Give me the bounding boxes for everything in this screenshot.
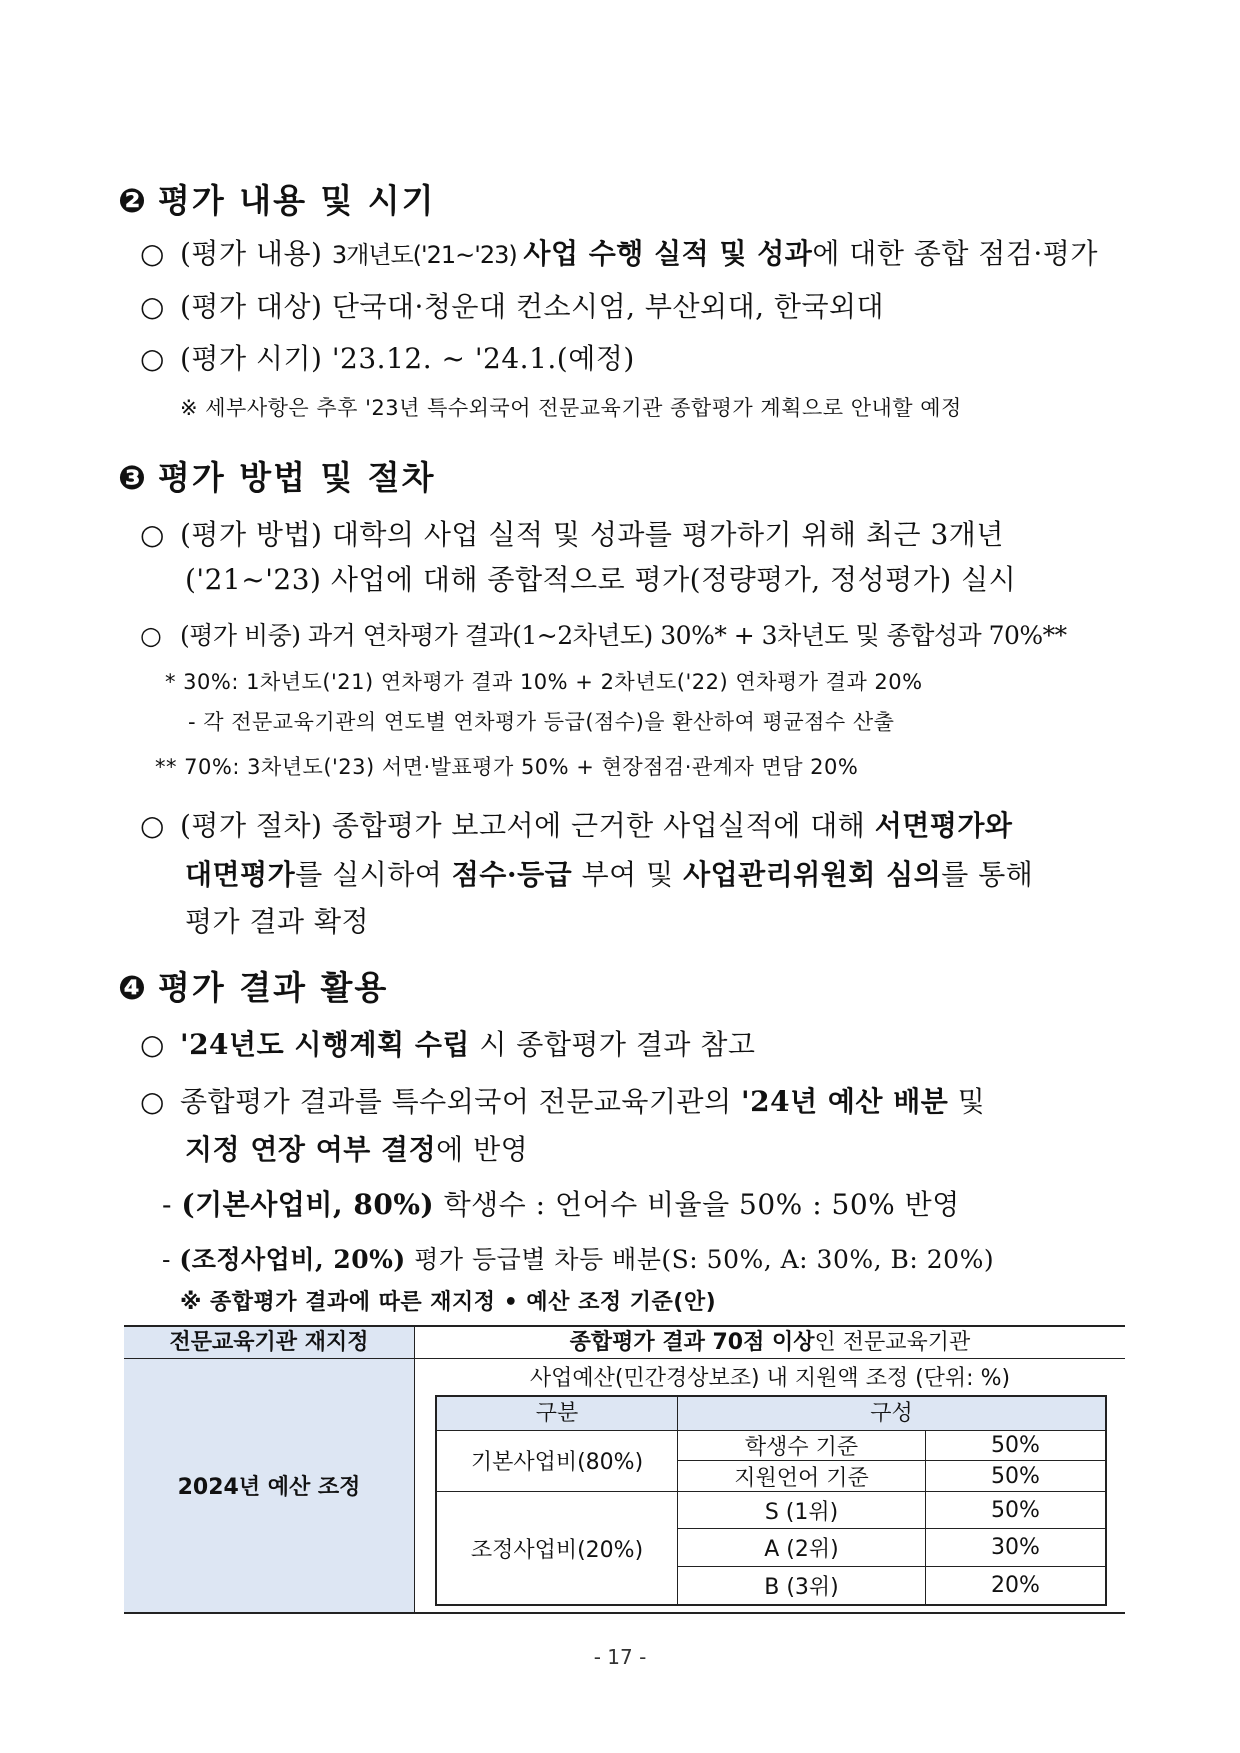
base-row-value: 50% [991,1432,1040,1458]
section-number: ❷ [118,181,148,220]
inner-header [437,1397,1105,1431]
adj-budget-label: 조정사업비(20%) [470,1537,644,1563]
eval-procedure-line-2: 대면평가를 실시하여 점수·등급 부여 및 사업관리위원회 심의를 통해 [185,858,1034,891]
section-title: 평가 방법 및 절차 [157,458,436,497]
result-use-line-2b: 지정 연장 여부 결정에 반영 [185,1133,529,1166]
section-3-heading [118,452,436,499]
weight-note-1: * 30%: 1차년도('21) 연차평가 결과 10% + 2차년도('22) 연차평가 결과 20% [165,670,923,694]
section-number: ❸ [118,458,148,497]
section-4-heading [118,962,388,1009]
table-header-left: 전문교육기관 재지정 [124,1327,415,1358]
budget-table [124,1325,1125,1614]
base-budget-label: 기본사업비(80%) [470,1450,644,1475]
table-subtitle: 사업예산(민간경상보조) 내 지원액 조정 (단위: %) [529,1366,1011,1391]
table-header-right: 종합평가 결과 70점 이상인 전문교육기관 [569,1330,971,1355]
adj-budget-line: - (조정사업비, 20%) 평가 등급별 차등 배분(S: 50%, A: 30%, B: 20%) [162,1245,995,1274]
table-left-label: 2024년 예산 조정 [124,1359,415,1612]
weight-note-1-sub: - 각 전문교육기관의 연도별 연차평가 등급(점수)을 환산하여 평균점수 산출 [188,710,895,734]
page-number: - 17 - [593,1645,647,1669]
adj-row-name: A (2위) [764,1537,839,1562]
table-header [124,1327,1125,1359]
eval-method-line: ○ (평가 방법) 대학의 사업 실적 및 성과를 평가하기 위해 최근 3개년 [140,518,1004,551]
eval-procedure-line-3: 평가 결과 확정 [185,905,370,938]
adj-row-value: 50% [991,1497,1040,1523]
adj-row-value: 20% [991,1573,1040,1598]
table-caption: ※ 종합평가 결과에 따른 재지정 • 예산 조정 기준(안) [180,1290,717,1315]
section-number: ❹ [118,968,148,1007]
inner-header-category: 구분 [535,1401,579,1426]
eval-target-line: ○ (평가 대상) 단국대·청운대 컨소시엄, 부산외대, 한국외대 [140,290,885,323]
adj-row-value: 30% [991,1535,1040,1560]
eval-content-line: ○ (평가 내용) 3개년도('21~'23) 사업 수행 실적 및 성과에 대한 종합 점검·평가 [140,237,1098,270]
eval-procedure-line: ○ (평가 절차) 종합평가 보고서에 근거한 사업실적에 대해 서면평가와 [140,809,1013,842]
base-row-name: 지원언어 기준 [734,1465,869,1491]
weight-note-2: ** 70%: 3차년도('23) 서면·발표평가 50% + 현장점검·관계자 면담 20% [155,755,859,779]
eval-method-line-2: ('21~'23) 사업에 대해 종합적으로 평가(정량평가, 정성평가) 실시 [185,563,1017,596]
section-title: 평가 결과 활용 [157,968,389,1007]
inner-header-composition: 구성 [870,1401,913,1426]
adj-row-name: S (1위) [764,1499,839,1525]
base-row-name: 학생수 기준 [744,1434,859,1460]
adj-row-name: B (3위) [764,1575,839,1600]
base-budget-line: - (기본사업비, 80%) 학생수 : 언어수 비율을 50% : 50% 반영 [162,1188,960,1221]
eval-weight-line: ○ (평가 비중) 과거 연차평가 결과(1~2차년도) 30%* + 3차년도 및 종합성과 70%** [140,621,1067,650]
result-use-line-2: ○ 종합평가 결과를 특수외국어 전문교육기관의 '24년 예산 배분 및 [140,1085,986,1118]
inner-table [435,1395,1107,1606]
section-title: 평가 내용 및 시기 [157,181,436,220]
result-use-line-1: ○ '24년도 시행계획 수립 시 종합평가 결과 참고 [140,1028,756,1061]
section-2-heading [118,175,436,222]
base-row-value: 50% [991,1463,1040,1489]
section-2-note: ※ 세부사항은 추후 '23년 특수외국어 전문교육기관 종합평가 계획으로 안내할 예정 [180,396,962,420]
eval-period-line: ○ (평가 시기) '23.12. ~ '24.1.(예정) [140,342,635,375]
